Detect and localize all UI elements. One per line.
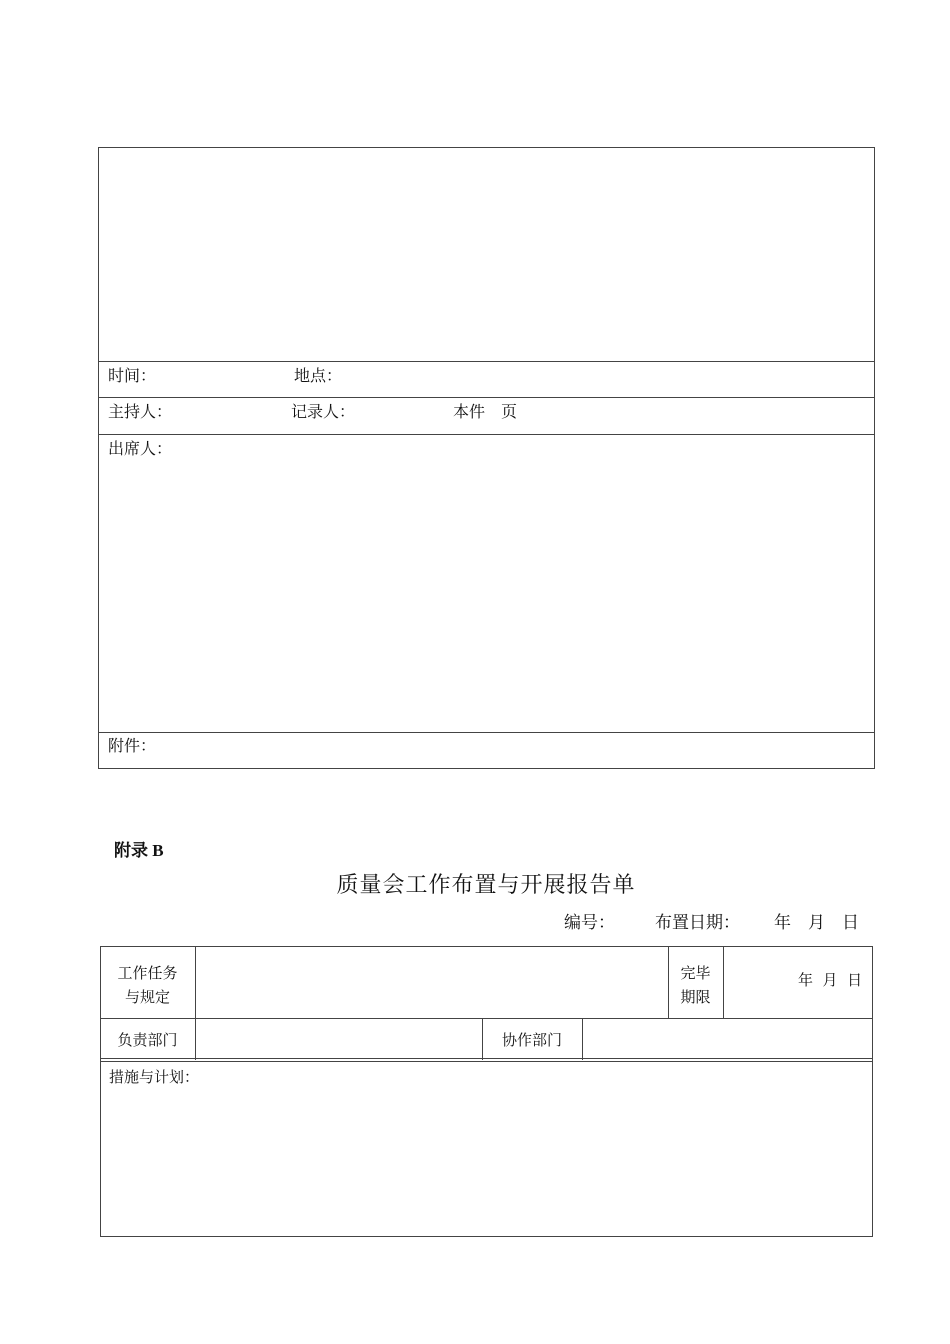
measures-label: 措施与计划： [109, 1068, 200, 1086]
date-value: 年 月 日 [774, 913, 859, 933]
divider [98, 732, 875, 733]
task-label-line1: 工作任务 [117, 964, 178, 982]
date-label: 布置日期： [655, 913, 740, 933]
divider [100, 1061, 873, 1062]
number-label: 编号： [564, 913, 615, 933]
task-label-line2: 与规定 [124, 988, 170, 1006]
divider [723, 946, 724, 1018]
divider [100, 1058, 873, 1059]
divider [582, 1018, 583, 1060]
deadline-label [668, 961, 723, 1009]
divider [98, 361, 875, 362]
deadline-label-line1: 完毕 [680, 964, 711, 982]
pages-label: 本件 页 [453, 402, 518, 421]
attachment-label: 附件： [108, 736, 157, 755]
cooperating-dept-label: 协作部门 [501, 1031, 562, 1049]
divider [100, 1018, 873, 1019]
report-form [100, 946, 873, 1237]
task-label [100, 961, 195, 1009]
divider [98, 397, 875, 398]
recorder-label: 记录人： [291, 402, 356, 421]
place-label: 地点： [294, 366, 343, 385]
responsible-dept-label: 负责部门 [117, 1031, 178, 1049]
host-label: 主持人： [108, 402, 173, 421]
deadline-label-line2: 期限 [680, 988, 711, 1006]
meeting-record-form [98, 147, 875, 769]
deadline-value: 年 月 日 [798, 971, 863, 989]
page-title: 质量会工作布置与开展报告单 [336, 873, 636, 898]
time-label: 时间： [108, 366, 157, 385]
divider [98, 434, 875, 435]
divider [195, 946, 196, 1060]
attendees-label: 出席人： [108, 439, 173, 458]
appendix-label: 附录 B [114, 841, 164, 860]
